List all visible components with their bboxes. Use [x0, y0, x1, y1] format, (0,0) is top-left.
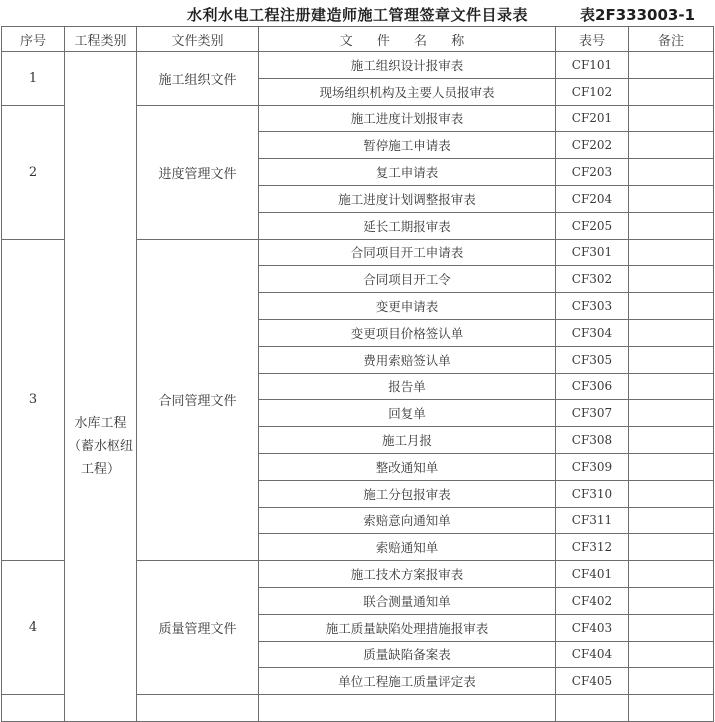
- note-cell: [629, 614, 714, 641]
- form-number: CF203: [556, 159, 629, 186]
- title-row: [0, 0, 715, 26]
- header-seq: 序号: [2, 27, 65, 52]
- form-number: CF312: [556, 534, 629, 561]
- doc-name: 回复单: [259, 400, 556, 427]
- document-title: 水利水电工程注册建造师施工管理签章文件目录表: [186, 6, 528, 24]
- note-cell: [629, 185, 714, 212]
- empty-cell: [137, 695, 259, 722]
- form-number: CF202: [556, 132, 629, 159]
- group-seq: 3: [2, 239, 65, 561]
- form-number: CF201: [556, 105, 629, 132]
- group-seq: 2: [2, 105, 65, 239]
- note-cell: [629, 239, 714, 266]
- header-note: 备注: [629, 27, 714, 52]
- form-number: CF401: [556, 561, 629, 588]
- group-seq: 1: [2, 52, 65, 106]
- doc-name: 变更申请表: [259, 293, 556, 320]
- note-cell: [629, 534, 714, 561]
- form-number: CF307: [556, 400, 629, 427]
- doc-name: 合同项目开工申请表: [259, 239, 556, 266]
- doc-name: 施工组织设计报审表: [259, 52, 556, 79]
- doc-name: 整改通知单: [259, 453, 556, 480]
- table-code: 表2F333003-1: [580, 6, 695, 24]
- form-number: CF403: [556, 614, 629, 641]
- doc-name: 施工分包报审表: [259, 480, 556, 507]
- group-seq: 4: [2, 561, 65, 695]
- note-cell: [629, 319, 714, 346]
- empty-cell: [556, 695, 629, 722]
- doc-name: 暂停施工申请表: [259, 132, 556, 159]
- doc-category: 质量管理文件: [137, 561, 259, 695]
- note-cell: [629, 346, 714, 373]
- form-number: CF308: [556, 427, 629, 454]
- doc-name: 联合测量通知单: [259, 587, 556, 614]
- table-body: [2, 52, 714, 722]
- doc-name: 延长工期报审表: [259, 212, 556, 239]
- header-doc-name: 文 件 名 称: [259, 27, 556, 52]
- empty-cell: [629, 695, 714, 722]
- header-doc-type: 文件类别: [137, 27, 259, 52]
- note-cell: [629, 561, 714, 588]
- doc-category: 合同管理文件: [137, 239, 259, 561]
- header-form-no: 表号: [556, 27, 629, 52]
- doc-name: 施工进度计划调整报审表: [259, 185, 556, 212]
- note-cell: [629, 373, 714, 400]
- note-cell: [629, 587, 714, 614]
- form-number: CF306: [556, 373, 629, 400]
- doc-name: 施工质量缺陷处理措施报审表: [259, 614, 556, 641]
- engineering-category: 水库工程（蓄水枢纽工程）: [65, 52, 137, 722]
- doc-name: 复工申请表: [259, 159, 556, 186]
- note-cell: [629, 668, 714, 695]
- empty-cell: [259, 695, 556, 722]
- note-cell: [629, 293, 714, 320]
- form-number: CF101: [556, 52, 629, 79]
- doc-name: 施工技术方案报审表: [259, 561, 556, 588]
- doc-name: 费用索赔签认单: [259, 346, 556, 373]
- doc-name: 质量缺陷备案表: [259, 641, 556, 668]
- note-cell: [629, 427, 714, 454]
- doc-name: 索赔意向通知单: [259, 507, 556, 534]
- doc-name: 单位工程施工质量评定表: [259, 668, 556, 695]
- doc-name: 施工月报: [259, 427, 556, 454]
- note-cell: [629, 105, 714, 132]
- note-cell: [629, 507, 714, 534]
- doc-name: 施工进度计划报审表: [259, 105, 556, 132]
- doc-name: 变更项目价格签认单: [259, 319, 556, 346]
- doc-name: 索赔通知单: [259, 534, 556, 561]
- form-number: CF302: [556, 266, 629, 293]
- doc-category: 施工组织文件: [137, 52, 259, 106]
- form-number: CF204: [556, 185, 629, 212]
- note-cell: [629, 266, 714, 293]
- form-number: CF310: [556, 480, 629, 507]
- form-number: CF404: [556, 641, 629, 668]
- note-cell: [629, 480, 714, 507]
- form-number: CF301: [556, 239, 629, 266]
- doc-name: 合同项目开工令: [259, 266, 556, 293]
- empty-cell: [2, 695, 65, 722]
- form-number: CF102: [556, 78, 629, 105]
- note-cell: [629, 641, 714, 668]
- note-cell: [629, 78, 714, 105]
- note-cell: [629, 159, 714, 186]
- table-row: [2, 52, 714, 79]
- doc-name: 报告单: [259, 373, 556, 400]
- form-number: CF311: [556, 507, 629, 534]
- form-number: CF303: [556, 293, 629, 320]
- note-cell: [629, 132, 714, 159]
- note-cell: [629, 212, 714, 239]
- form-number: CF205: [556, 212, 629, 239]
- doc-category: 进度管理文件: [137, 105, 259, 239]
- header-row: [2, 27, 714, 52]
- form-number: CF402: [556, 587, 629, 614]
- form-number: CF304: [556, 319, 629, 346]
- header-eng-type: 工程类别: [65, 27, 137, 52]
- note-cell: [629, 453, 714, 480]
- form-number: CF305: [556, 346, 629, 373]
- note-cell: [629, 52, 714, 79]
- form-number: CF309: [556, 453, 629, 480]
- note-cell: [629, 400, 714, 427]
- doc-name: 现场组织机构及主要人员报审表: [259, 78, 556, 105]
- document-catalog-table: [1, 26, 714, 722]
- form-number: CF405: [556, 668, 629, 695]
